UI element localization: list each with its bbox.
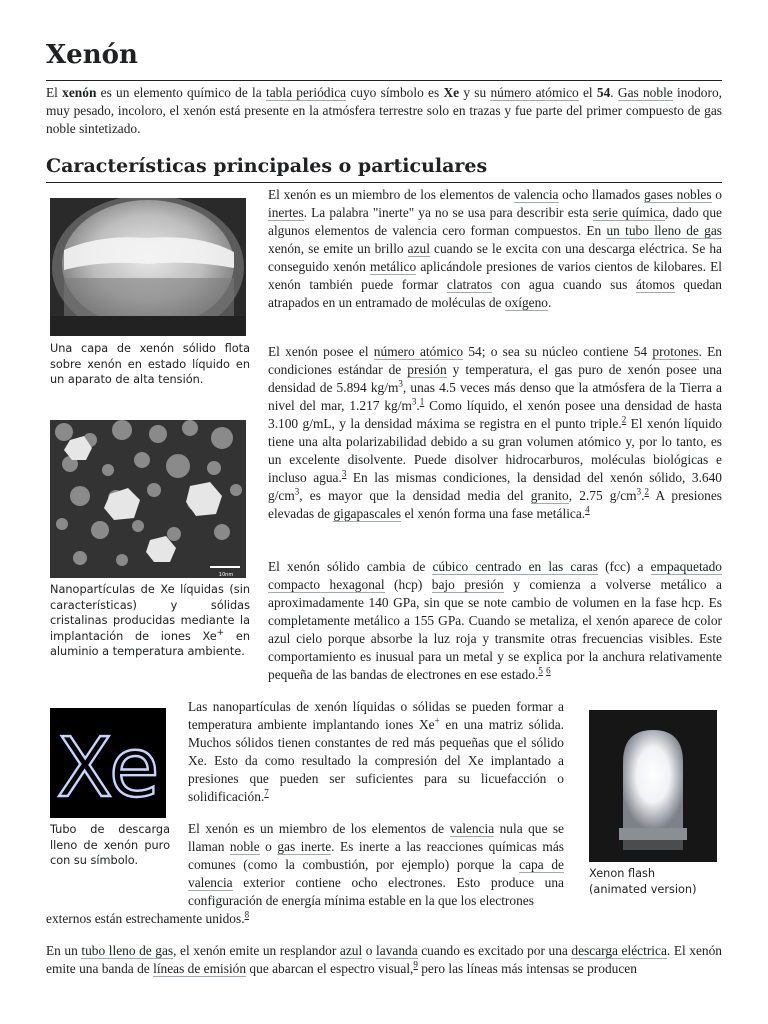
- xe-tube-illustration: [50, 708, 166, 818]
- caption-xenon-flash: [589, 866, 729, 897]
- ref-4[interactable]: 4: [585, 504, 590, 515]
- link-tubo-lleno-gas[interactable]: tubo lleno de gas: [81, 943, 174, 958]
- intro-paragraph: El xenón es un elemento químico de la tabla periódica cuyo símbolo es Xe y su número atómico el 54. Gas noble inodoro, muy pesado, incoloro, el xenón está presente en la atmósfera terrestre solo en trazas y fue parte del primer compuesto de gas noble sintetizado.: [46, 85, 722, 136]
- link-xenon-flash[interactable]: Xenon flash: [589, 867, 656, 880]
- section-rule: [46, 182, 722, 183]
- link-oxigeno[interactable]: oxígeno: [504, 295, 548, 310]
- link-gas-noble[interactable]: Gas noble: [617, 85, 673, 100]
- link-valencia[interactable]: valencia: [513, 187, 559, 202]
- link-animated-version[interactable]: (animated version): [589, 882, 697, 896]
- link-noble[interactable]: noble: [229, 839, 260, 854]
- xe-symbol: Xe: [56, 721, 160, 816]
- bold-term: xenón: [62, 85, 97, 100]
- xenon-flash-illustration: [589, 710, 717, 862]
- ref-3[interactable]: 3: [341, 468, 347, 479]
- link-gases-nobles[interactable]: gases nobles: [643, 187, 712, 202]
- ref-5[interactable]: 5: [538, 665, 543, 676]
- scale-bar-label: 10nm: [218, 572, 234, 578]
- solid-xenon-illustration: [50, 198, 246, 336]
- section-heading: Características principales o particulares: [46, 155, 488, 177]
- paragraph-1: El xenón es un miembro de los elementos de valencia ocho llamados gases nobles o inertes. La palabra "inerte" ya no se usa para describir esta serie química, dado que algunos elementos de valencia cero forman compuestos. En un tubo lleno de gas xenón, se emite un brillo azul cuando se le excita con una descarga eléctrica. Se ha conseguido xenón metálico aplicándole presiones de varios cientos de kilobares. El xenón también puede formar clatratos con agua cuando sus átomos quedan atrapados en un entramado de moléculas de oxígeno.: [268, 187, 722, 310]
- paragraph-5-end: externos están estrechamente unidos.$^8$: [46, 909, 250, 926]
- nanoparticles-illustration: [50, 420, 246, 578]
- caption-xe-tube: Tubo de descarga lleno de xenón puro con su símbolo.: [50, 823, 170, 867]
- link-azul[interactable]: azul: [407, 241, 430, 256]
- ref-9[interactable]: 9: [413, 959, 418, 970]
- ref-2[interactable]: 2: [621, 414, 627, 425]
- ref-1[interactable]: 1: [419, 396, 425, 407]
- ref-7[interactable]: 7: [264, 787, 269, 798]
- link-capa-valencia[interactable]: capa de valencia: [188, 857, 564, 890]
- paragraph-4: Las nanopartículas de xenón líquidas o sólidas se pueden formar a temperatura ambiente implantando iones Xe+ en una matriz sólida. Muchos sólidos tienen constantes de red más pequeñas que el sólido Xe. Esto da como resultado la compresión del Xe implantado a presiones que pueden ser suficientes para su licuefacción o solidificación.$^7$: [188, 699, 564, 804]
- paragraph-5: El xenón es un miembro de los elementos de valencia nula que se llaman noble o gas inerte. Es inerte a las reacciones químicas más comunes (como la combustión, por ejemplo) porque la capa de valencia exterior contiene ocho electrones. Esto produce una configuración de energía mínima estable en la que los electrones: [188, 821, 565, 908]
- link-lavanda[interactable]: lavanda: [376, 943, 418, 958]
- link-bajo-presion[interactable]: bajo presión: [431, 577, 504, 592]
- link-protones[interactable]: protones: [652, 344, 699, 359]
- link-numero-atomico-2[interactable]: número atómico: [373, 344, 464, 359]
- link-lineas-emision[interactable]: líneas de emisión: [153, 961, 247, 976]
- link-clatratos[interactable]: clatratos: [446, 277, 493, 292]
- link-gigapascales[interactable]: gigapascales: [333, 506, 402, 521]
- link-descarga-electrica[interactable]: descarga eléctrica: [571, 943, 667, 958]
- xenon-flash-image: [589, 710, 717, 862]
- nanoparticles-image: [50, 420, 246, 578]
- link-metalico[interactable]: metálico: [370, 259, 417, 274]
- caption-nanoparticles: Nanopartículas de Xe líquidas (sin características) y sólidas cristalinas producidas mediante la implantación de iones Xe+ en aluminio a temperatura ambiente.: [50, 583, 250, 658]
- paragraph-3: El xenón sólido cambia de cúbico centrado en las caras (fcc) a empaquetado compacto hexagonal (hcp) bajo presión y comienza a volverse metálico a aproximadamente 140 GPa, sin que se note cambio de volumen en la fase hcp. Es completamente metálico a 155 GPa. Cuando se metaliza, el xenón aparece de color azul cielo porque absorbe la luz roja y transmite otras frecuencias visibles. Este comportamiento es inusual para un metal y se explica por la anchura relativamente pequeña de las bandas de electrones en ese estado.$^5$ $^6$: [268, 559, 722, 682]
- page-title: Xenón: [46, 40, 138, 70]
- ref-8[interactable]: 8: [244, 909, 250, 920]
- link-presion[interactable]: presión: [407, 362, 447, 377]
- link-inertes[interactable]: inertes: [268, 205, 304, 220]
- link-empaquetado-hexagonal[interactable]: empaquetado compacto hexagonal: [268, 559, 722, 592]
- link-tabla-periodica[interactable]: tabla periódica: [265, 85, 347, 100]
- paragraph-6: En un tubo lleno de gas, el xenón emite un resplandor azul o lavanda cuando es excitado por una descarga eléctrica. El xenón emite una banda de líneas de emisión que abarcan el espectro visual,$^9$ pero las líneas más intensas se producen: [46, 943, 722, 976]
- caption-solid-xenon: Una capa de xenón sólido flota sobre xenón en estado líquido en un aparato de alta tensión.: [50, 342, 250, 386]
- link-numero-atomico[interactable]: número atómico: [490, 85, 579, 100]
- link-gas-inerte[interactable]: gas inerte: [277, 839, 332, 854]
- link-serie-quimica[interactable]: serie química: [592, 205, 666, 220]
- ref-2b[interactable]: 2: [644, 486, 649, 497]
- solid-xenon-image: [50, 198, 246, 336]
- title-rule: [46, 80, 722, 81]
- ref-6[interactable]: 6: [546, 665, 551, 676]
- link-tubo-gas[interactable]: un tubo lleno de gas: [606, 223, 722, 238]
- link-azul-2[interactable]: azul: [339, 943, 363, 958]
- link-atomos[interactable]: átomos: [635, 277, 675, 292]
- xe-tube-image: [50, 708, 166, 818]
- link-cubico-caras[interactable]: cúbico centrado en las caras: [432, 559, 598, 574]
- link-granito[interactable]: granito: [530, 488, 569, 503]
- paragraph-2: El xenón posee el número atómico 54; o sea su núcleo contiene 54 protones. En condiciones estándar de presión y temperatura, el gas puro de xenón posee una densidad de 5.894 $kg/m^3$, unas 4.5 veces más denso que la atmósfera de la Tierra a nivel del mar, 1.217 $kg/m^3.^1$ Como líquido, el xenón posee una densidad de hasta 3.100 g/mL, y la densidad máxima se registra en el punto triple.$^2$ El xenón líquido tiene una alta polarizabilidad debido a su gran volumen atómico y, por lo tanto, es un excelente disolvente. Puede disolver hidrocarburos, moléculas biológicas e incluso agua.$^3$ En las mismas condiciones, la densidad del xenón sólido, 3.640 $g/cm^3$, es mayor que la densidad media del granito, 2.75 $g/cm^3.^2$ A presiones elevadas de gigapascales el xenón forma una fase metálica.$^4$: [268, 344, 723, 521]
- link-valencia-2[interactable]: valencia: [449, 821, 495, 836]
